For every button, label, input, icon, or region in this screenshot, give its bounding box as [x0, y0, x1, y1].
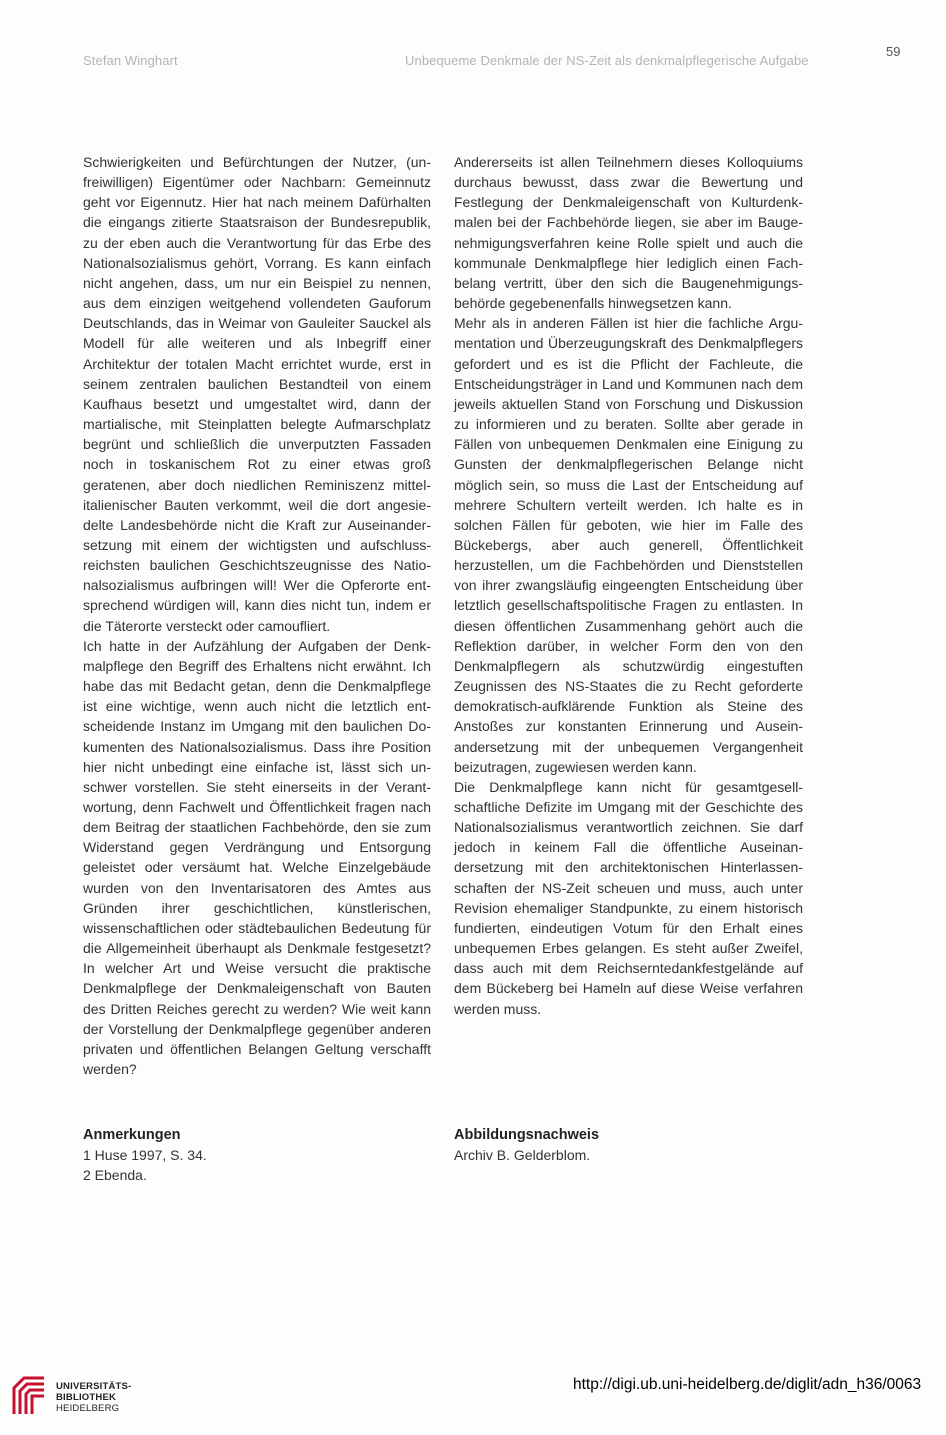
left-text-column [83, 152, 431, 1079]
footnotes-list [83, 1145, 431, 1185]
footnotes-heading: Anmerkungen [83, 1127, 181, 1143]
footnote-item: 2 Ebenda. [83, 1167, 147, 1183]
library-logo-text [56, 1381, 131, 1414]
image-credits-text: Archiv B. Gelderblom. [454, 1147, 591, 1163]
page-number: 59 [886, 44, 901, 59]
library-name-line: BIBLIOTHEK [56, 1392, 117, 1403]
library-name-line: UNIVERSITÄTS- [56, 1381, 132, 1392]
running-head-author: Stefan Winghart [83, 53, 178, 68]
library-logo[interactable] [10, 1374, 210, 1424]
paragraph: Die Denkmalpflege kann nicht für gesamtgesellschaftliche Defizite im Umgang mit der Geschichte des Nationalsozialismus verantwortlich zeichnen. Sie darf jedoch in keinem Fall die öffentliche Auseinandersetzung mit den architektonischen Hinterlassenschaften der NS-Zeit scheuen und muss, auch unter Revision ehemaliger Standpunkte, zu einem historisch fundierten, eindeutigen Votum für den Erhalt eines unbequemen Erbes gelangen. Es steht außer Zweifel, dass auch mit dem Reichserntedankfestgelände auf dem Bückeberg bei Hameln auf diese Weise verfahren werden muss. [454, 778, 803, 1017]
paragraph: Schwierigkeiten und Befürchtungen der Nutzer, (unfreiwilligen) Eigentümer oder Nachbarn: Gemeinnutz geht vor Eigennutz. Hier hat nach meinem Dafürhalten die eingangs zitierte Staatsraison der Bundesrepublik, zu der eben auch die Verantwortung für das Erbe des Nationalsozialismus gehört, Vorrang. Es kann einfach nicht angehen, dass, um nur ein Beispiel zu nennen, aus dem einzigen weitgehend vollendeten Gauforum Deutschlands, das in Weimar von Gauleiter Sauckel als Modell für alle weiteren und als Inbegriff einer Architektur der totalen Macht errichtet wurde, erst in seinem zentralen baulichen Bestandteil von einem Kaufhaus besetzt und umgestaltet wird, dann der martialische, mit Steinplatten belegte Aufmarschplatz begrünt und schließlich die unverputzten Fassaden noch in toskanischem Rot zu einer etwas groß geratenen, aber doch niedlichen Reminiszenz mittelitalienischer Bauten verkommt, weil die dort angesiedelte Landesbehörde nicht die Kraft zur Auseinandersetzung mit einem der wichtigsten und aufschlussreichsten baulichen Geschichtszeugnisse des Nationalsozialismus aufbringen will! Wer die Opferorte entsprechend würdigen will, kann dies nicht tun, indem er die Täterorte versteckt oder camoufliert. [83, 154, 431, 634]
running-head-title: Unbequeme Denkmale der NS-Zeit als denkmalpflegerische Aufgabe [405, 53, 809, 68]
paragraph: Andererseits ist allen Teilnehmern dieses Kolloquiums durchaus bewusst, dass zwar die Bewertung und Festlegung der Denkmaleigenschaft von Kulturdenkmalen bei der Fachbehörde liegen, sie aber im Baugenehmigungsverfahren keine Rolle spielt und auch die kommunale Denkmalpflege hier lediglich einen Fachbelang vertritt, über den sich die Baugenehmigungsbehörde gegebenenfalls hinwegsetzen kann. [454, 154, 803, 312]
library-logo-icon [10, 1374, 50, 1418]
image-credits-section [454, 1125, 802, 1165]
library-name-line: HEIDELBERG [56, 1403, 120, 1414]
right-text-column [454, 152, 803, 1019]
image-credits-heading: Abbildungsnachweis [454, 1127, 600, 1143]
source-url-link[interactable]: http://digi.ub.uni-heidelberg.de/diglit/adn_h36/0063 [573, 1376, 922, 1393]
paragraph: Ich hatte in der Aufzählung der Aufgaben der Denkmalpflege den Begriff des Erhaltens nicht erwähnt. Ich habe das mit Bedacht getan, denn die Denkmalpflege ist eine wichtige, wenn auch nicht die letztlich entscheidende Instanz im Umgang mit den baulichen Dokumenten des Nationalsozialismus. Dass ihre Position hier nicht unbedingt eine einfache ist, lässt sich unschwer vorstellen. Sie steht einerseits in der Verantwortung, denn Fachwelt und Öffentlichkeit fragen nach dem Beitrag der staatlichen Fachbehörde, den sie zum Widerstand gegen Verdrängung und Entsorgung geleistet oder versäumt hat. Welche Einzelgebäude wurden von den Inventarisatoren des Amtes aus Gründen ihrer geschichtlichen, künstlerischen, wissenschaftlichen oder städtebaulichen Bedeutung für die Allgemeinheit überhaupt als Denkmale festgesetzt? In welcher Art und Weise versucht die praktische Denkmalpflege der Denkmaleigenschaft von Bauten des Dritten Reiches gerecht zu werden? Wie weit kann der Vorstellung der Denkmalpflege gegenüber anderen privaten und öffentlichen Belangen Geltung verschafft werden? [83, 637, 431, 1078]
footnote-item: 1 Huse 1997, S. 34. [83, 1147, 207, 1163]
paragraph: Mehr als in anderen Fällen ist hier die fachliche Argumentation und Überzeugungskraft des Denkmalpflegers gefordert und es ist die Pflicht der Fachleute, die Entscheidungsträger in Land und Kommunen nach dem jeweils aktuellen Stand von Forschung und Diskussion zu informieren und zu beraten. Sollte aber gerade in Fällen von unbequemen Denkmalen eine Einigung zu Gunsten der denkmalpflegerischen Belange nicht möglich sein, so muss die Last der Entscheidung auf mehrere Schultern verteilt werden. Ich halte es in solchen Fällen für geboten, wie hier im Falle des Bückebergs, aber auch generell, Öffentlichkeit herzustellen, um die Fachbehörden und Dienststellen von ihrer zwangsläufig eingeengten Entscheidung über letztlich gesellschaftspolitische Fragen zu entlasten. In diesen öffentlichen Zusammenhang gehört auch die Reflektion darüber, in welcher Form den von den Denkmalpflegern als schutzwürdig eingestuften Zeugnissen des NS-Staates die zu Recht geforderte demokratisch-aufklärende Funktion als Steine des Anstoßes zur konstanten Erinnerung und Auseinandersetzung mit der unbequemen Vergangenheit beizutragen, zugewiesen werden kann. [454, 315, 803, 775]
footnotes-section [83, 1125, 431, 1185]
